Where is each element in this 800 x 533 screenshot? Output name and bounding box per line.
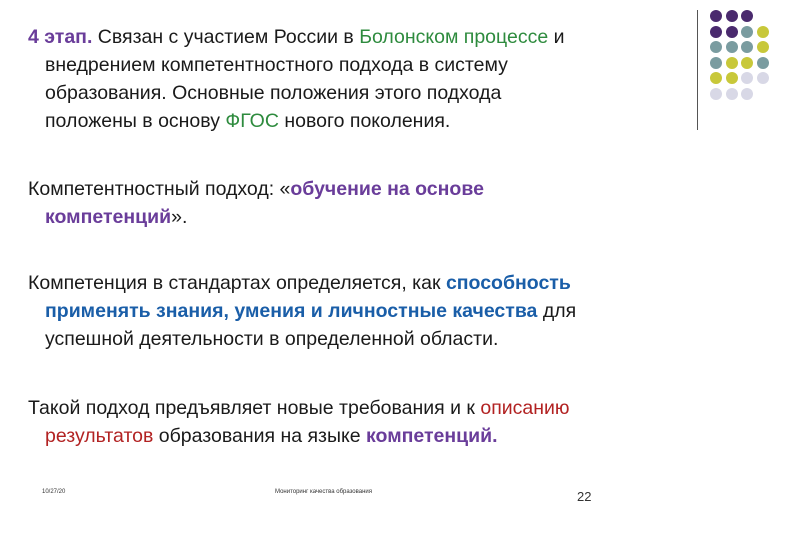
- highlight-definition: обучение на основе: [290, 178, 484, 200]
- decorative-dot: [741, 41, 753, 53]
- text: и: [548, 26, 565, 48]
- line: успешной деятельности в определенной области.: [45, 328, 499, 350]
- page-number: 22: [577, 489, 592, 504]
- text: образования на языке: [153, 425, 367, 447]
- text: Компетентностный подход: «: [28, 178, 291, 200]
- highlight-bologna: Болонском процессе: [359, 26, 549, 48]
- decorative-dot: [726, 57, 738, 69]
- text: Такой подход предъявляет новые требования и к: [28, 397, 481, 419]
- line: образования. Основные положения этого подхода: [45, 82, 502, 104]
- line: [28, 297, 693, 325]
- highlight-ability: применять знания, умения и личностные качества: [45, 300, 538, 322]
- highlight-fgos: ФГОС: [225, 110, 279, 132]
- decorative-dot: [726, 88, 738, 100]
- paragraph-competence-approach: [28, 175, 693, 231]
- decorative-dot-grid: [710, 10, 770, 110]
- stage-label: 4 этап.: [28, 26, 93, 48]
- text: Связан с участием России в: [92, 26, 360, 48]
- line: внедрением компетентностного подхода в систему: [45, 54, 508, 76]
- line: [28, 175, 693, 203]
- decorative-dot: [710, 10, 722, 22]
- decorative-dot: [710, 57, 722, 69]
- line: [28, 203, 693, 231]
- paragraph-stage-4: [28, 23, 693, 135]
- decorative-dot: [757, 41, 769, 53]
- line: [28, 269, 693, 297]
- paragraph-competence-definition: [28, 269, 693, 353]
- line: [28, 23, 693, 51]
- decorative-dot: [757, 72, 769, 84]
- decorative-dot: [741, 72, 753, 84]
- decorative-dot: [726, 41, 738, 53]
- line: [28, 394, 693, 422]
- footer-title: Мониторинг качества образования: [275, 489, 373, 495]
- highlight-ability: способность: [445, 272, 571, 294]
- text: положены в основу: [45, 110, 226, 132]
- text: ».: [171, 206, 188, 228]
- decorative-dot: [710, 72, 722, 84]
- paragraph-requirements: [28, 394, 693, 450]
- decorative-dot: [741, 88, 753, 100]
- highlight-competences: компетенций.: [366, 425, 498, 447]
- decorative-dot: [710, 88, 722, 100]
- line: [28, 422, 693, 450]
- footer-date: 10/27/20: [42, 489, 66, 495]
- decorative-dot: [710, 26, 722, 38]
- decorative-dot: [741, 26, 753, 38]
- decorative-dot: [710, 41, 722, 53]
- decorative-dot: [757, 57, 769, 69]
- highlight-definition: компетенций: [45, 206, 172, 228]
- text: Компетенция в стандартах определяется, как: [28, 272, 446, 294]
- divider-line: [697, 10, 698, 130]
- decorative-dot: [757, 26, 769, 38]
- decorative-dot: [726, 72, 738, 84]
- highlight-results: описанию: [480, 397, 570, 419]
- text: нового поколения.: [278, 110, 451, 132]
- text: для: [537, 300, 577, 322]
- highlight-results: результатов: [45, 425, 154, 447]
- line: [28, 107, 693, 135]
- decorative-dot: [741, 10, 753, 22]
- decorative-dot: [741, 57, 753, 69]
- decorative-dot: [726, 10, 738, 22]
- decorative-dot: [726, 26, 738, 38]
